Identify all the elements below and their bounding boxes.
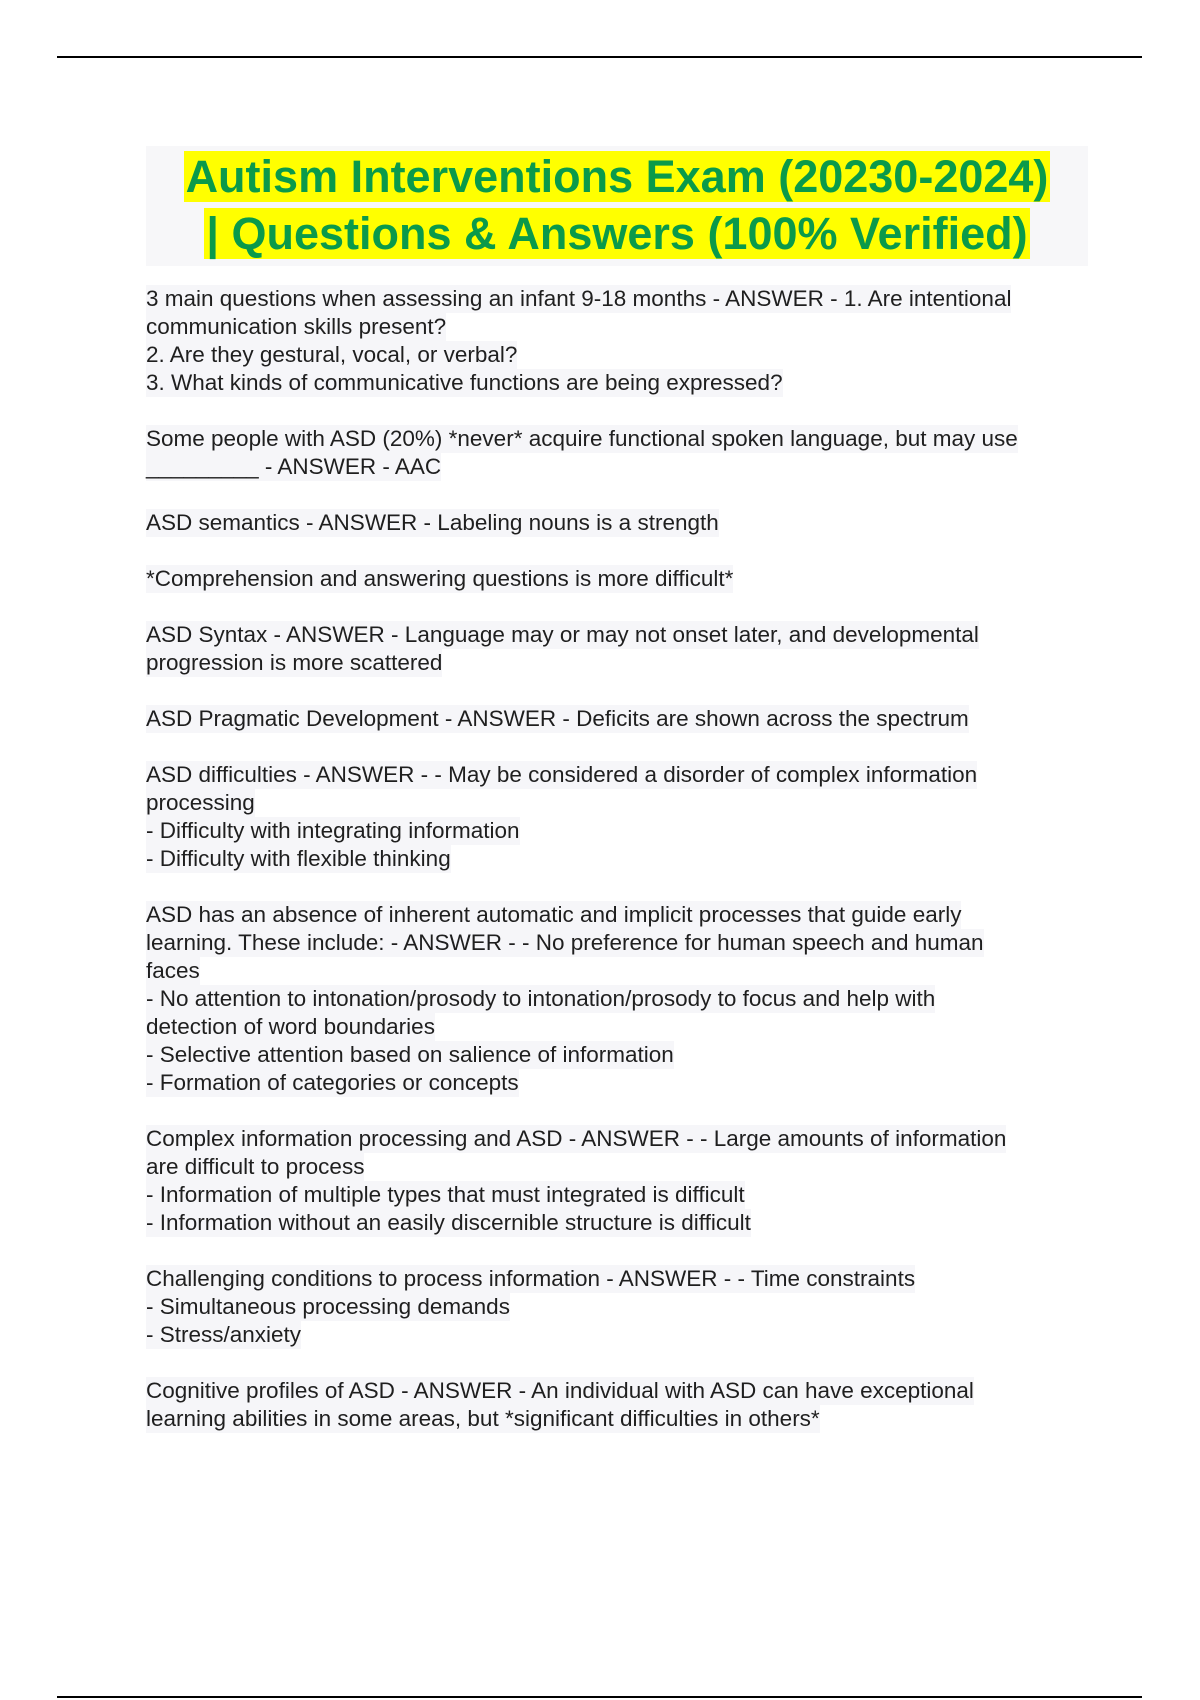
qa-item [146, 761, 1106, 873]
qa-item [146, 509, 1106, 537]
qa-text-line: - Information without an easily discernible structure is difficult [146, 1210, 751, 1235]
qa-item [146, 1265, 1106, 1349]
qa-text-line: learning. These include: - ANSWER - - No preference for human speech and human [146, 930, 984, 955]
qa-text-line: ASD Pragmatic Development - ANSWER - Deficits are shown across the spectrum [146, 706, 969, 731]
qa-text-line: ASD Syntax - ANSWER - Language may or may not onset later, and developmental [146, 622, 979, 647]
qa-text-line: ASD has an absence of inherent automatic and implicit processes that guide early [146, 902, 962, 927]
qa-text-line: faces [146, 958, 200, 983]
qa-item [146, 565, 1106, 593]
qa-text-line: - Difficulty with flexible thinking [146, 846, 451, 871]
bottom-rule [57, 1696, 1142, 1698]
qa-text-line: 2. Are they gestural, vocal, or verbal? [146, 342, 518, 367]
qa-text-line: Some people with ASD (20%) *never* acquire functional spoken language, but may use [146, 426, 1018, 451]
qa-text-line: processing [146, 790, 255, 815]
qa-text-line: Complex information processing and ASD - ANSWER - - Large amounts of information [146, 1126, 1007, 1151]
qa-item [146, 285, 1106, 397]
title-line-1: Autism Interventions Exam (20230-2024) [185, 151, 1049, 202]
qa-text-line: _________ - ANSWER - AAC [146, 454, 442, 479]
qa-item [146, 901, 1106, 1097]
qa-text-line: 3. What kinds of communicative functions are being expressed? [146, 370, 783, 395]
qa-text-line: *Comprehension and answering questions is more difficult* [146, 566, 734, 591]
qa-text-line: ASD difficulties - ANSWER - - May be considered a disorder of complex information [146, 762, 978, 787]
qa-item [146, 621, 1106, 677]
qa-text-line: - Simultaneous processing demands [146, 1294, 510, 1319]
top-rule [57, 56, 1142, 58]
qa-text-line: detection of word boundaries [146, 1014, 435, 1039]
qa-text-line: communication skills present? [146, 314, 447, 339]
qa-item [146, 1377, 1106, 1433]
qa-item [146, 425, 1106, 481]
qa-list [146, 285, 1106, 1461]
document-title [146, 146, 1088, 266]
qa-text-line: progression is more scattered [146, 650, 443, 675]
qa-text-line: - Selective attention based on salience of information [146, 1042, 674, 1067]
qa-text-line: ASD semantics - ANSWER - Labeling nouns is a strength [146, 510, 719, 535]
qa-text-line: Cognitive profiles of ASD - ANSWER - An individual with ASD can have exceptional [146, 1378, 974, 1403]
title-line-2: | Questions & Answers (100% Verified) [206, 208, 1028, 259]
qa-text-line: are difficult to process [146, 1154, 365, 1179]
qa-text-line: - No attention to intonation/prosody to intonation/prosody to focus and help with [146, 986, 936, 1011]
qa-text-line: - Information of multiple types that must integrated is difficult [146, 1182, 745, 1207]
qa-text-line: Challenging conditions to process information - ANSWER - - Time constraints [146, 1266, 916, 1291]
qa-text-line: - Formation of categories or concepts [146, 1070, 519, 1095]
qa-text-line: learning abilities in some areas, but *significant difficulties in others* [146, 1406, 820, 1431]
qa-text-line: - Stress/anxiety [146, 1322, 302, 1347]
qa-item [146, 1125, 1106, 1237]
qa-text-line: 3 main questions when assessing an infant 9-18 months - ANSWER - 1. Are intentional [146, 286, 1012, 311]
qa-item [146, 705, 1106, 733]
qa-text-line: - Difficulty with integrating information [146, 818, 520, 843]
